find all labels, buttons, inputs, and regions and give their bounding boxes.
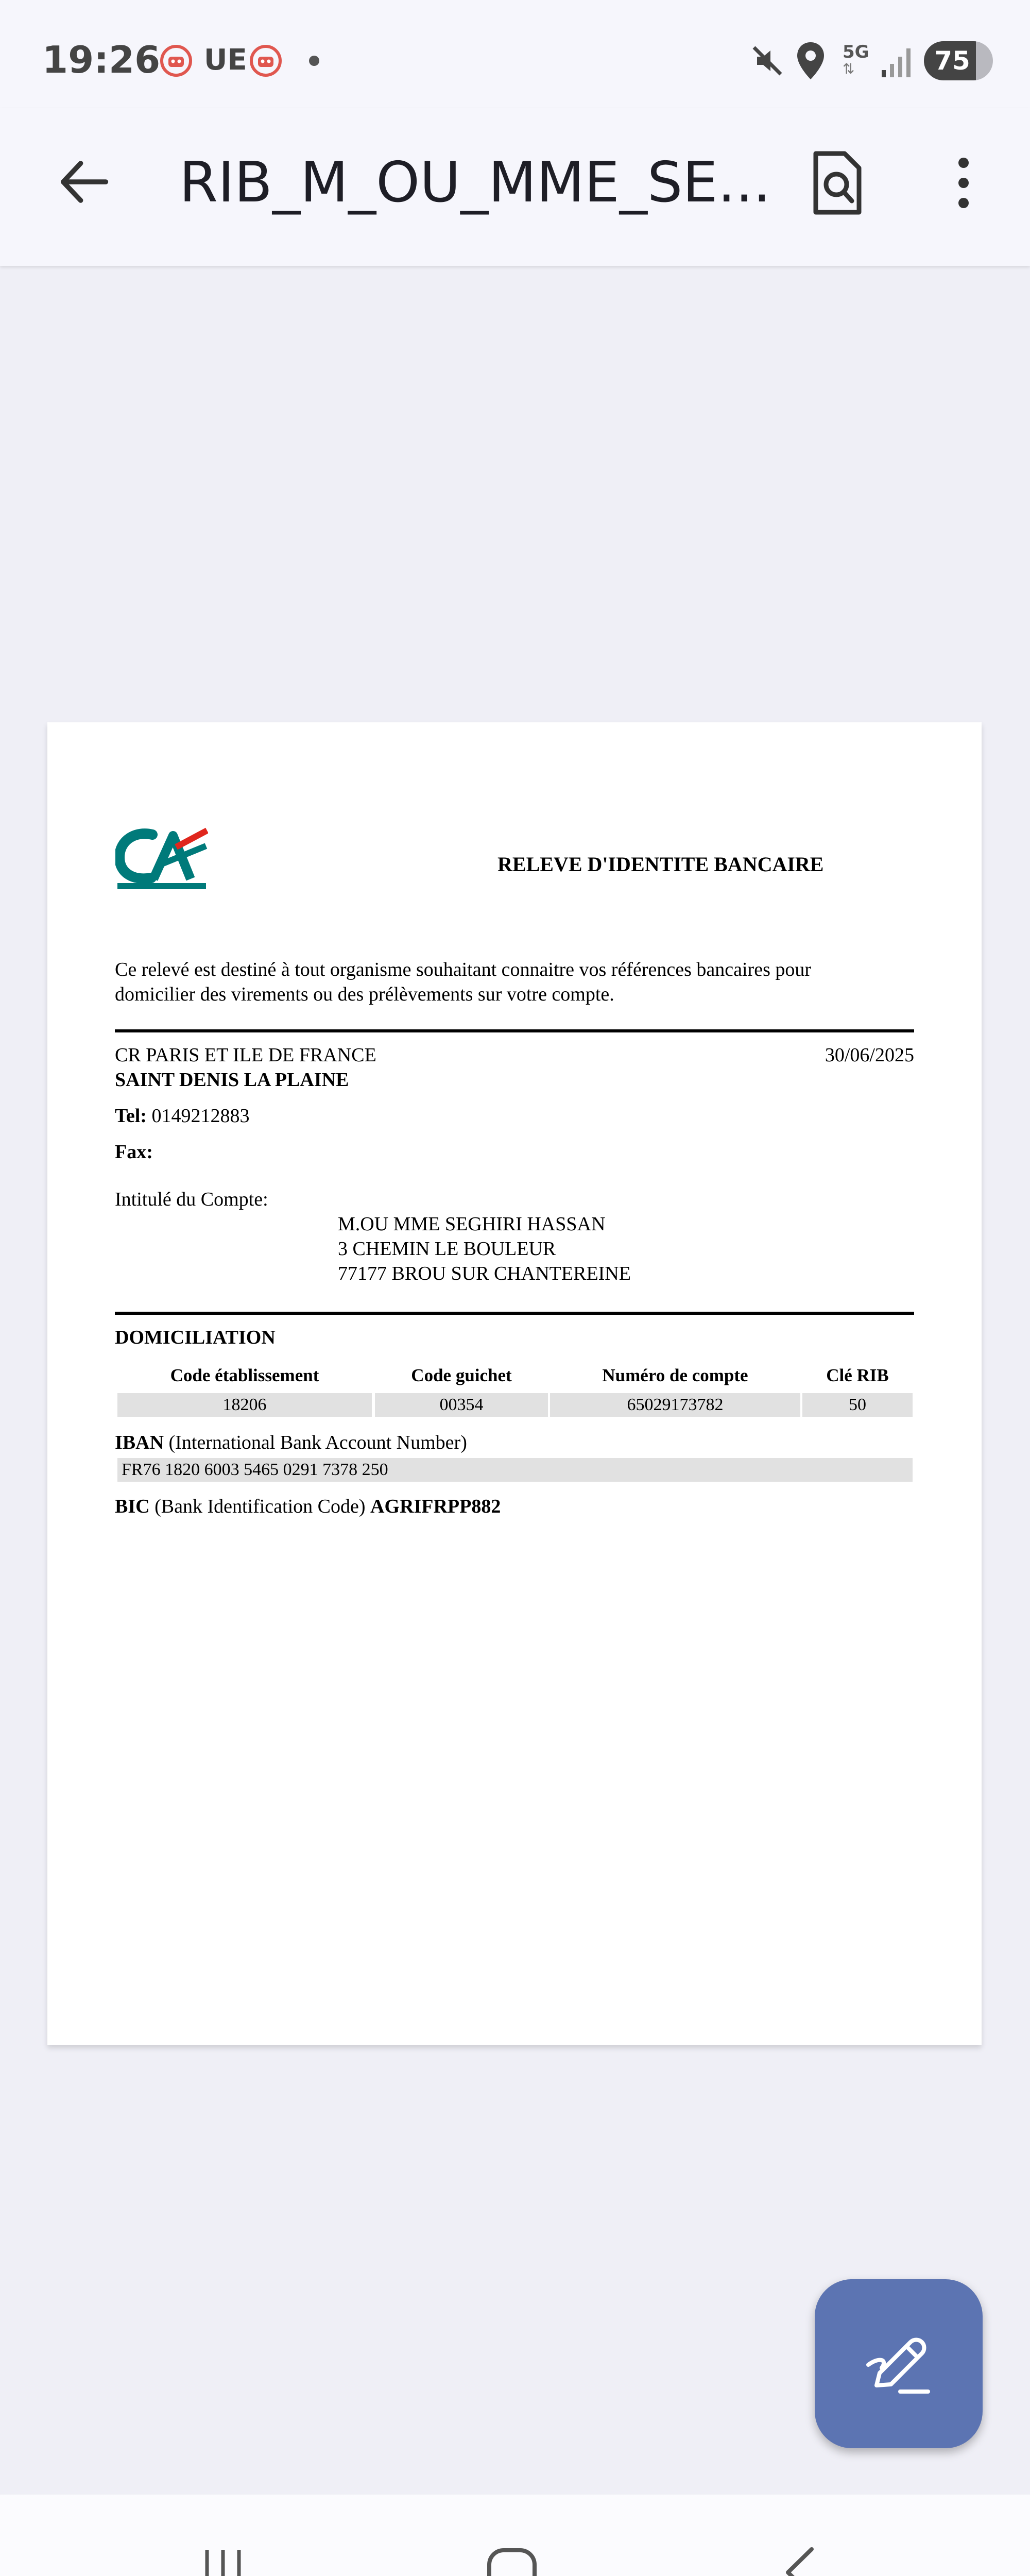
table-cell: 00354 [375,1393,548,1417]
bic-label: BIC [115,1496,150,1517]
bank-name: CR PARIS ET ILE DE FRANCE [115,1044,376,1066]
credit-agricole-logo [115,825,208,892]
status-time: 19:26 [42,38,161,81]
location-icon [794,40,827,81]
document-page[interactable] [47,722,982,2045]
holder-name: M.OU MME SEGHIRI HASSAN [338,1213,606,1235]
table-header: Code guichet [411,1365,512,1385]
edit-fab-button[interactable] [815,2279,983,2448]
tel-value: 0149212883 [151,1105,250,1127]
divider [115,1312,914,1315]
robot-notification-icon [160,44,193,77]
document-title: RIB_M_OU_MME_SE... [179,150,771,215]
edit-pen-icon [864,2329,933,2398]
tel-row [115,1105,249,1127]
divider [115,1029,914,1032]
recent-apps-icon[interactable] [200,2546,246,2576]
rib-document [47,722,982,2045]
account-title-label: Intitulé du Compte: [115,1189,268,1210]
table-header: Clé RIB [826,1365,889,1385]
document-heading: RELEVE D'IDENTITE BANCAIRE [497,853,824,876]
back-icon[interactable] [780,2544,819,2576]
dot-icon [309,56,319,66]
status-bar [0,0,1030,108]
fax-label: Fax: [115,1141,153,1163]
network-type: 5G [843,42,869,62]
app-bar [0,108,1030,266]
carrier-label: UE [204,43,247,77]
battery-icon [924,41,993,80]
branch-name: SAINT DENIS LA PLAINE [115,1069,349,1091]
table-cell: 50 [802,1393,913,1417]
domiciliation-label: DOMICILIATION [115,1327,276,1348]
navigation-bar [0,2495,1030,2576]
intro-line-2: domicilier des virements ou des prélèvements sur votre compte. [115,984,614,1005]
iban-description: (International Bank Account Number) [168,1432,467,1453]
more-vert-icon[interactable] [946,155,982,211]
tel-label: Tel: [115,1105,147,1127]
table-cell: 65029173782 [550,1393,800,1417]
intro-line-1: Ce relevé est destiné à tout organisme souhaitant connaitre vos références bancaires pour [115,959,812,980]
holder-address-1: 3 CHEMIN LE BOULEUR [338,1238,556,1260]
bic-value: AGRIFRPP882 [370,1496,501,1517]
robot-notification-icon [249,44,282,77]
mute-icon [748,41,787,80]
home-icon[interactable] [485,2546,539,2576]
iban-row [115,1431,467,1454]
iban-label: IBAN [115,1432,164,1453]
bic-description: (Bank Identification Code) [154,1496,366,1517]
bic-row [115,1495,501,1518]
document-date: 30/06/2025 [825,1044,914,1066]
search-document-icon[interactable] [809,149,865,216]
table-header: Code établissement [170,1365,319,1385]
5g-icon: 5G ⇅ [843,42,873,79]
iban-value: FR76 1820 6003 5465 0291 7378 250 [117,1458,913,1482]
table-header: Numéro de compte [602,1365,748,1385]
table-cell: 18206 [117,1393,372,1417]
holder-address-2: 77177 BROU SUR CHANTEREINE [338,1263,631,1284]
signal-icon [880,43,916,79]
back-arrow-icon[interactable] [57,155,111,209]
battery-level: 75 [934,46,970,76]
